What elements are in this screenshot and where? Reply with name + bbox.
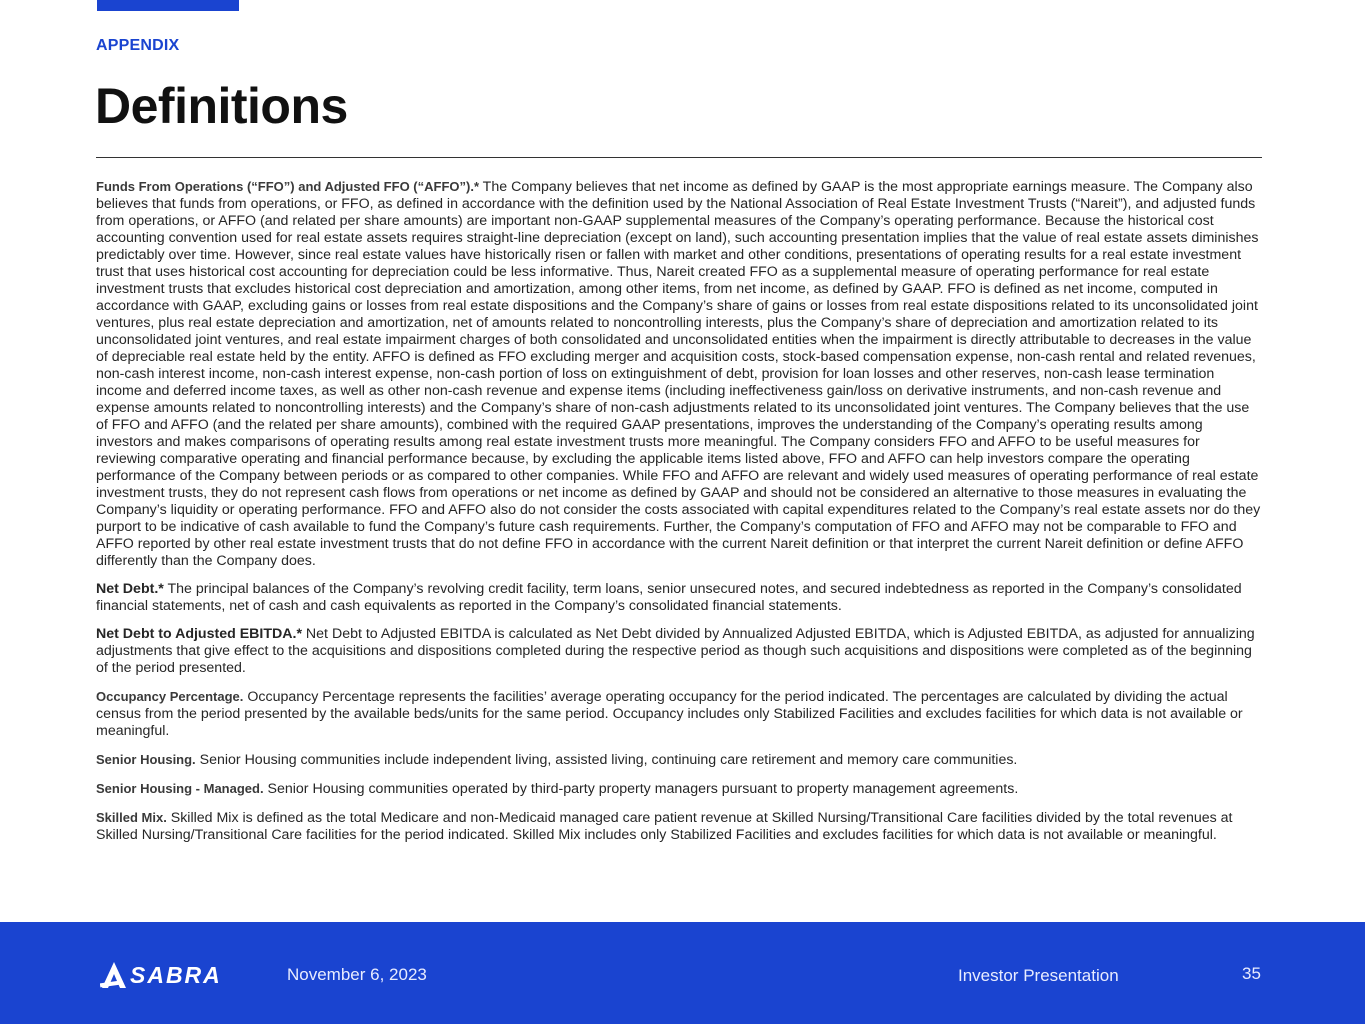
- definition-text: The Company believes that net income as defined by GAAP is the most appropriate earnings measure. The Company also believes that funds from operations, or FFO, as defined in accordance with the definition used by the National Association of Real Estate Investment Trusts (“Nareit”), and adjusted funds from operations, or AFFO (and related per share amounts) are important non-GAAP supplemental measures of the Company’s operating performance. Because the historical cost accounting convention used for real estate assets requires straight-line depreciation (except on land), such accounting presentation implies that the value of real estate assets diminishes predictably over time. However, since real estate values have historically risen or fallen with market and other conditions, presentations of operating results for a real estate investment trust that uses historical cost accounting for depreciation could be less informative. Thus, Nareit created FFO as a supplemental measure of operating performance for real estate investment trusts that excludes historical cost depreciation and amortization, among other items, from net income, as defined by GAAP. FFO is defined as net income, computed in accordance with GAAP, excluding gains or losses from real estate dispositions and the Company’s share of gains or losses from real estate dispositions related to its unconsolidated joint ventures, plus real estate depreciation and amortization, net of amounts related to noncontrolling interests, plus the Company’s share of depreciation and amortization related to its unconsolidated joint ventures, and real estate impairment charges of both consolidated and unconsolidated entities when the impairment is directly attributable to decreases in the value of depreciable real estate held by the entity. AFFO is defined as FFO excluding merger and acquisition costs, stock-based compensation expense, non-cash rental and related revenues, non-cash interest income, non-cash interest expense, non-cash portion of loss on extinguishment of debt, provision for loan losses and other reserves, non-cash lease termination income and deferred income taxes, as well as other non-cash revenue and expense items (including ineffectiveness gain/loss on derivative instruments, and non-cash revenue and expense amounts related to noncontrolling interests) and the Company’s share of non-cash adjustments related to its unconsolidated joint ventures. The Company believes that the use of FFO and AFFO (and the related per share amounts), combined with the required GAAP presentations, improves the understanding of the Company’s operating results among investors and makes comparisons of operating results among real estate investment trusts more meaningful. The Company considers FFO and AFFO to be useful measures for reviewing comparative operating and financial performance because, by excluding the applicable items listed above, FFO and AFFO can help investors compare the operating performance of the Company between periods or as compared to other companies. While FFO and AFFO are relevant and widely used measures of operating performance of real estate investment trusts, they do not represent cash flows from operations or net income as defined by GAAP and should not be considered an alternative to those measures in evaluating the Company’s liquidity or operating performance. FFO and AFFO also do not consider the costs associated with capital expenditures related to the Company’s real estate assets nor do they purport to be indicative of cash available to fund the Company’s future cash requirements. Further, the Company’s computation of FFO and AFFO may not be comparable to FFO and AFFO reported by other real estate investment trusts that do not define FFO in accordance with the current Nareit definition or that interpret the current Nareit definition or define AFFO differently than the Company does.: [96, 179, 1261, 569]
- definition-senior-housing: [96, 751, 1262, 769]
- footer-date: November 6, 2023: [287, 965, 427, 984]
- definition-text: The principal balances of the Company’s revolving credit facility, term loans, senior unsecured notes, and secured indebtedness as reported in the Company’s consolidated financial statements, net of cash and cash equivalents as reported in the Company’s consolidated financial statements.: [96, 581, 1242, 614]
- definition-term: Funds From Operations (“FFO”) and Adjusted FFO (“AFFO”).*: [96, 179, 479, 194]
- definition-text: Net Debt to Adjusted EBITDA is calculated as Net Debt divided by Annualized Adjusted EBITDA, which is Adjusted EBITDA, as adjusted for annualizing adjustments that give effect to the acquisitions and dispositions completed during the respective period as though such acquisitions and dispositions were completed as of the beginning of the period presented.: [96, 626, 1255, 676]
- footer-presentation-title: Investor Presentation: [958, 966, 1119, 985]
- definitions-list: [96, 178, 1262, 855]
- definition-net-debt-to-ebitda: [96, 626, 1262, 677]
- definition-term: Skilled Mix.: [96, 810, 167, 825]
- sabra-logo: [100, 960, 240, 990]
- page-number: 35: [1242, 964, 1261, 983]
- definition-net-debt: [96, 581, 1262, 615]
- definition-term: Senior Housing - Managed.: [96, 781, 264, 796]
- definition-text: Senior Housing communities include independent living, assisted living, continuing care retirement and memory care communities.: [195, 752, 1018, 768]
- definition-term: Net Debt to Adjusted EBITDA.*: [96, 626, 302, 642]
- definition-text: Skilled Mix is defined as the total Medicare and non-Medicaid managed care patient revenue at Skilled Nursing/Transitional Care facilities divided by the total revenues at Skilled Nursing/Transitional Care facilities for the period indicated. Skilled Mix includes only Stabilized Facilities and excludes facilities for which data is not available or meaningful.: [96, 810, 1233, 843]
- logo-wordmark: SABRA: [130, 962, 222, 988]
- definition-skilled-mix: [96, 809, 1262, 844]
- definition-ffo-affo: [96, 178, 1262, 570]
- top-accent-bar: [97, 0, 239, 11]
- section-eyebrow: APPENDIX: [96, 37, 180, 54]
- definition-term: Net Debt.*: [96, 581, 164, 597]
- definition-occupancy-percentage: [96, 688, 1262, 740]
- definition-text: Senior Housing communities operated by third-party property managers pursuant to property management agreements.: [263, 781, 1019, 797]
- definition-senior-housing-managed: [96, 780, 1262, 798]
- definition-text: Occupancy Percentage represents the facilities’ average operating occupancy for the period indicated. The percentages are calculated by dividing the actual census from the period presented by the available beds/units for the same period. Occupancy includes only Stabilized Facilities and excludes facilities for which data is not available or meaningful.: [96, 689, 1243, 739]
- title-divider: [96, 157, 1262, 158]
- sabra-logo-icon: [100, 960, 128, 990]
- definition-term: Occupancy Percentage.: [96, 689, 244, 704]
- page-title: Definitions: [95, 78, 348, 134]
- footer-bar: [0, 922, 1365, 1024]
- definition-term: Senior Housing.: [96, 752, 196, 767]
